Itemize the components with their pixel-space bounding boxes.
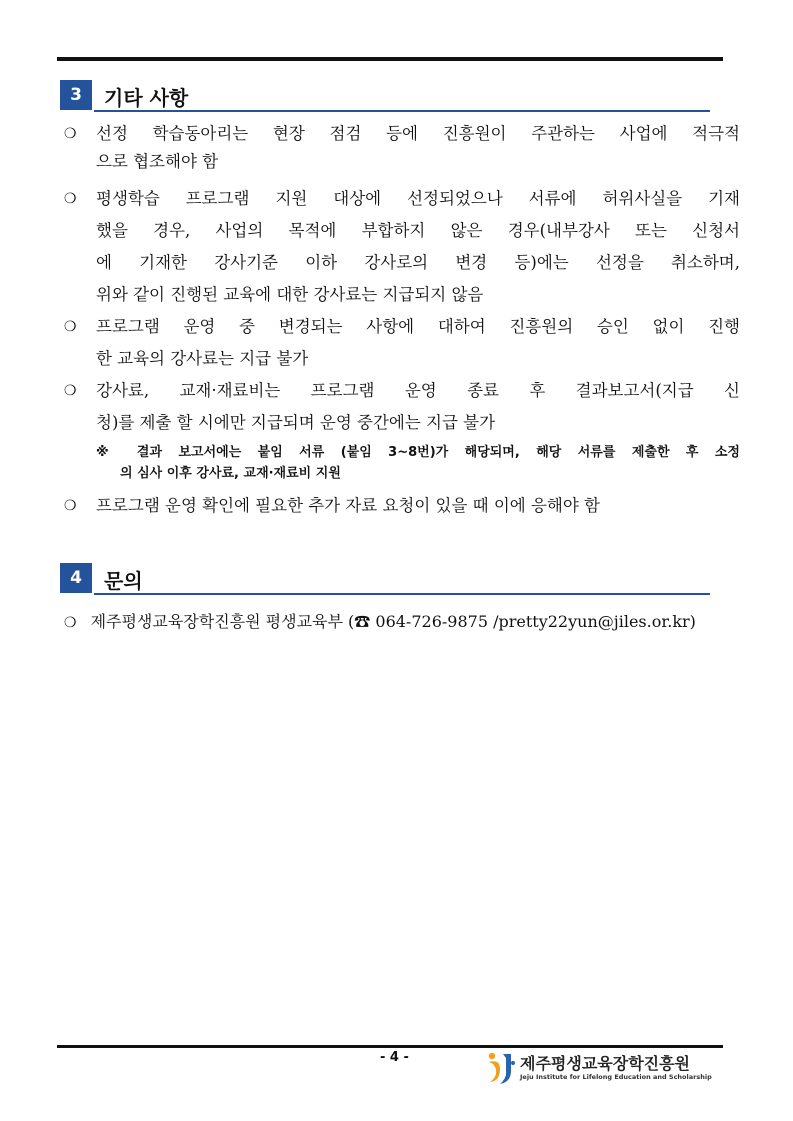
section-4-header: [60, 563, 710, 593]
item-line: 했을 경우, 사업의 목적에 부합하지 않은 경우(내부강사 또는 신청서: [96, 221, 740, 240]
item-line: 평생학습 프로그램 지원 대상에 선정되었으나 서류에 허위사실을 기재: [96, 189, 740, 208]
bullet-circle-icon: ❍: [64, 615, 77, 631]
logo-name-english: Jeju Institute for Lifelong Education and Scholarship: [520, 1073, 712, 1081]
list-item: [64, 377, 740, 437]
top-rule: [57, 57, 723, 61]
bullet-circle-icon: ❍: [64, 383, 77, 399]
note-line: ※ 결과 보고서에는 붙임 서류 (붙임 3~8번)가 해당되며, 해당 서류를 제출한 후 소정: [96, 445, 740, 460]
bullet-circle-icon: ❍: [64, 191, 77, 207]
item-line: 한 교육의 강사료는 지급 불가: [96, 349, 309, 368]
item-line: 으로 협조해야 함: [96, 152, 219, 171]
item-line: 프로그램 운영 중 변경되는 사항에 대하여 진흥원의 승인 없이 진행: [96, 317, 740, 336]
logo-name-korean: 제주평생교육장학진흥원: [520, 1054, 691, 1073]
contact-line: [64, 608, 740, 637]
item-line: 청)를 제출 할 시에만 지급되며 운영 중간에는 지급 불가: [96, 413, 496, 432]
institute-logo: [486, 1051, 726, 1087]
item-line: 선정 학습동아리는 현장 점검 등에 진흥원이 주관하는 사업에 적극적: [96, 124, 740, 143]
contact-org: 제주평생교육장학진흥원 평생교육부 (: [90, 612, 355, 631]
item-line: 프로그램 운영 확인에 필요한 추가 자료 요청이 있을 때 이에 응해야 함: [96, 496, 600, 515]
contact-email: /pretty22yun@jiles.or.kr): [493, 612, 696, 631]
section-title: 기타 사항: [104, 86, 189, 110]
section-title: 문의: [104, 569, 143, 593]
page-number: - 4 -: [380, 1050, 409, 1065]
item-line: 에 기재한 강사기준 이하 강사로의 변경 등)에는 선정을 취소하며,: [96, 253, 740, 272]
item-line: 위와 같이 진행된 교육에 대한 강사료는 지급되지 않음: [96, 285, 484, 304]
phone-icon: ☎: [354, 612, 371, 631]
section-3-header: [60, 80, 710, 110]
bullet-circle-icon: ❍: [64, 319, 77, 335]
contact-phone: 064-726-9875: [375, 612, 488, 631]
list-item: [64, 492, 740, 520]
list-item: [64, 120, 740, 176]
section-underline: [94, 593, 710, 595]
bottom-rule: [57, 1045, 723, 1048]
item-line: 강사료, 교재·재료비는 프로그램 운영 종료 후 결과보고서(지급 신: [96, 381, 740, 400]
section-underline: [94, 110, 710, 112]
bullet-circle-icon: ❍: [64, 126, 77, 142]
list-item: [64, 313, 740, 373]
section-number: 4: [60, 563, 92, 593]
note-line: 의 심사 이후 강사료, 교재·재료비 지원: [120, 466, 341, 481]
section-number: 3: [60, 80, 92, 110]
bullet-circle-icon: ❍: [64, 498, 77, 514]
note-block: [96, 442, 740, 484]
list-item: [64, 185, 740, 309]
logo-mark-icon: [486, 1051, 516, 1085]
